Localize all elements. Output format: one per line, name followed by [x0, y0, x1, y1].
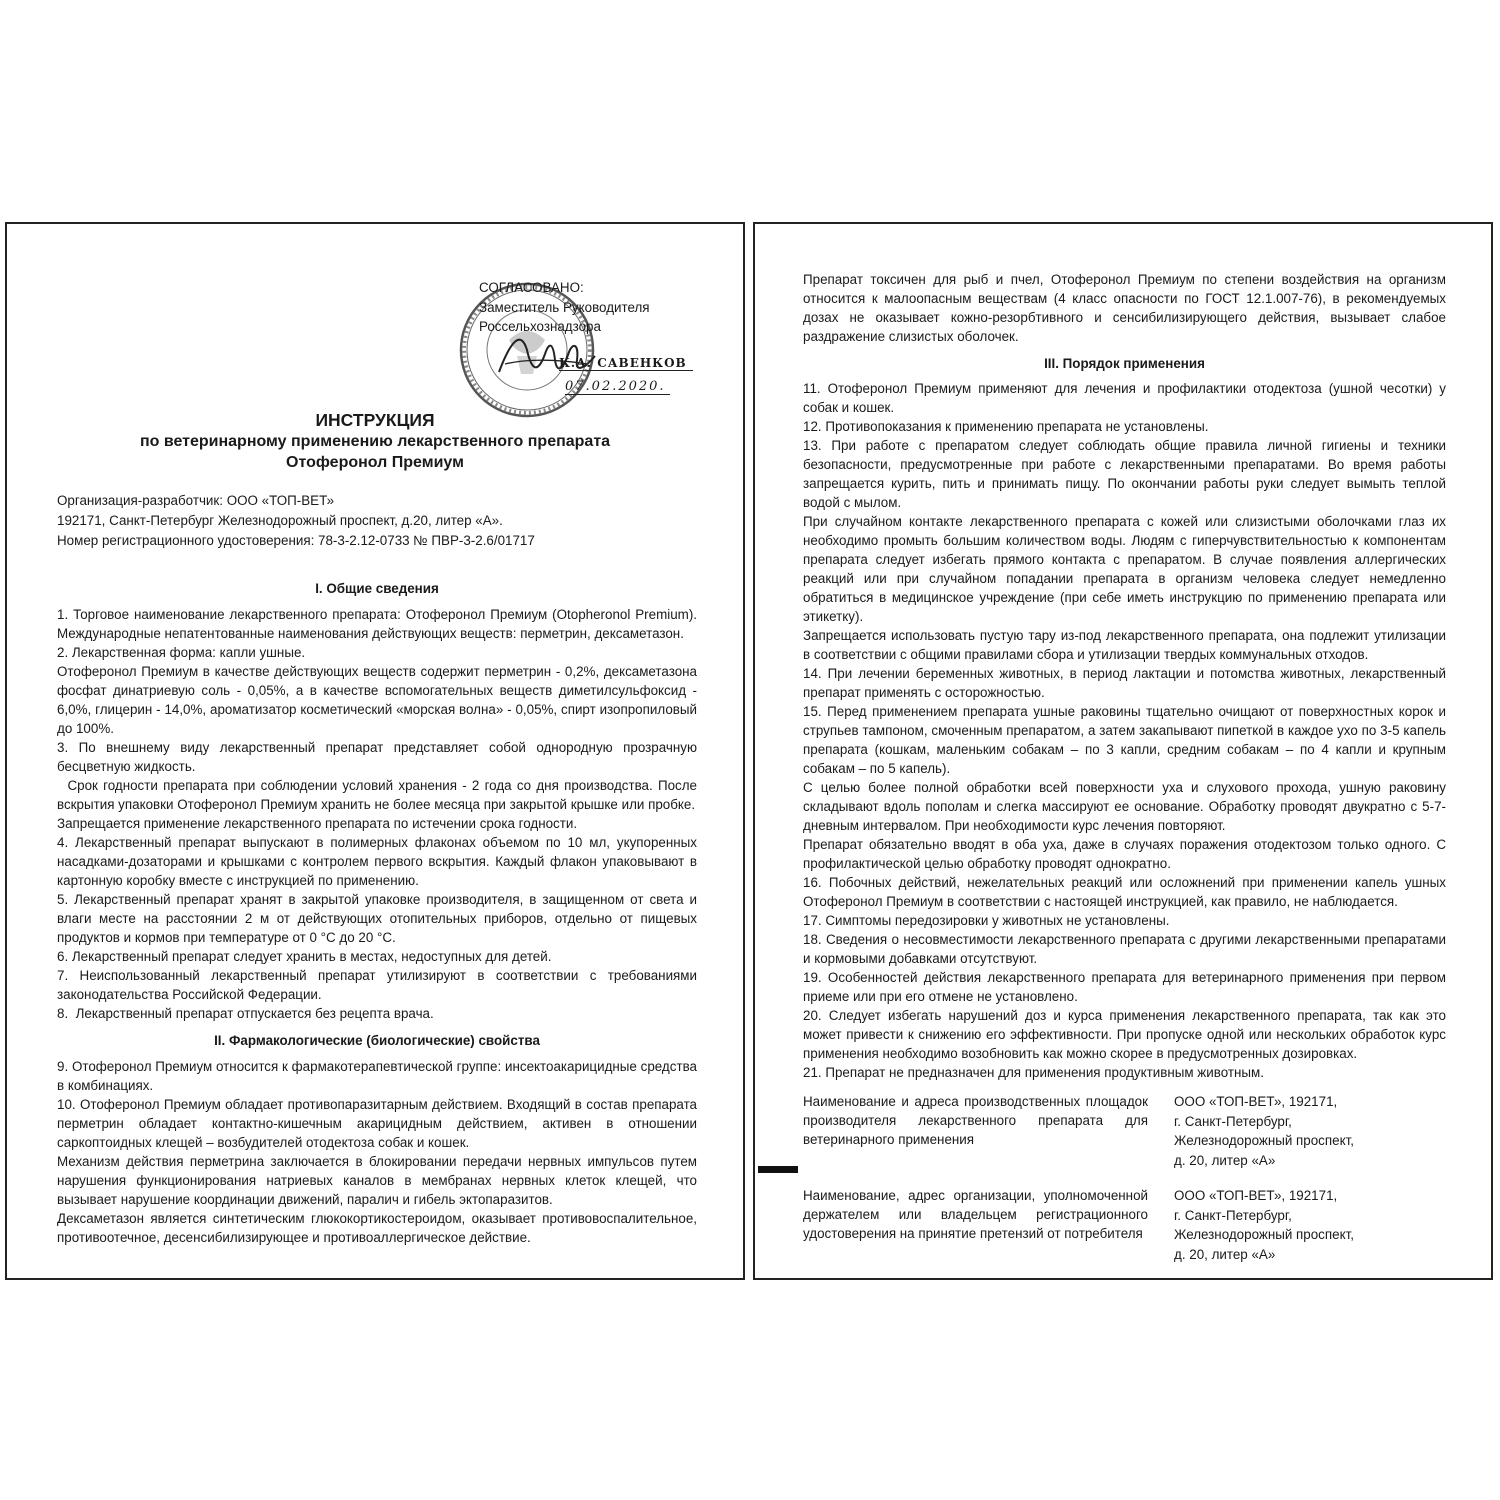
paragraph: Механизм действия перметрина заключается в блокировании передачи нервных импульсов путем нарушения функционирования натриевых каналов в мембранах нервных клеток клещей, что вызывает нарушение координации движений, паралич и гибель эктопаразитов. [57, 1154, 697, 1207]
paragraph: 18. Сведения о несовместимости лекарственного препарата с другими лекарственными препаратами и кормовыми добавками отсутствуют. [803, 932, 1446, 966]
paragraph: 9. Отоферонол Премиум относится к фармакотерапевтической группе: инсектоакарицидные средства в комбинациях. [57, 1059, 697, 1093]
paragraph: При случайном контакте лекарственного препарата с кожей или слизистыми оболочками глаз их необходимо промыть большим количеством воды. Людям с гиперчувствительностью к компонентам препарата следует избегать прямого контакта с препаратом. В случае появления аллергических реакций или при случайном попадании препарата в организм человека следует немедленно обратиться в медицинское учреждение (при себе иметь инструкцию по применению препарата или этикетку). [803, 514, 1446, 624]
approval-text [479, 278, 650, 337]
info-label: Наименование, адрес организации, уполномоченной держателем или владельцем регистрационного удостоверения на принятие претензий от потребителя [803, 1188, 1148, 1241]
info-value [1174, 1186, 1434, 1264]
section-3-title: III. Порядок применения [1044, 356, 1205, 371]
paragraph: 15. Перед применением препарата ушные раковины тщательно очищают от поверхностных корок и струпьев тампоном, смоченным препаратом, а затем закапывают пипеткой в каждое ухо по 3-5 капель препарата (кошкам, маленьким собакам – по 3 капли, средним собакам – по 4 капли и крупным собакам – по 5 капель). [803, 704, 1446, 776]
registration-line: Номер регистрационного удостоверения: 78-3-2.12-0733 № ПВР-3-2.6/01717 [57, 533, 535, 548]
paragraph: 6. Лекарственный препарат следует хранить в местах, недоступных для детей. [57, 949, 552, 964]
paragraph: С целью более полной обработки всей поверхности уха и слухового прохода, ушную раковину складывают вдоль пополам и слегка массируют ее основание. Обработку проводят двукратно с 5-7-дневным интервалом. При необходимости курс лечения повторяют. [803, 780, 1446, 833]
paragraph: 10. Отоферонол Премиум обладает противопаразитарным действием. Входящий в состав препарата перметрин обладает контактно-кишечным акарицидным действием, активен в отношении саркоптоидных клещей – возбудителей отодектоза собак и кошек. [57, 1097, 697, 1150]
paragraph: 7. Неиспользованный лекарственный препарат утилизируют в соответствии с требованиями законодательства Российской Федерации. [57, 968, 697, 1002]
info-value-line: д. 20, литер «А» [1174, 1152, 1276, 1168]
address-line: 192171, Санкт-Петербург Железнодорожный проспект, д.20, литер «А». [57, 513, 503, 528]
approval-line: Россельхознадзора [479, 319, 601, 334]
document-title [7, 409, 743, 473]
signer-name: К.А. САВЕНКОВ [559, 356, 693, 371]
section-2-title: II. Фармакологические (биологические) свойства [214, 1033, 540, 1048]
info-label: Наименование и адреса производственных площадок производителя лекарственного препарата для ветеринарного применения [803, 1094, 1148, 1147]
paragraph: 19. Особенностей действия лекарственного препарата для ветеринарного применения при первом приеме или при его отмене не установлено. [803, 970, 1446, 1004]
paragraph: 4. Лекарственный препарат выпускают в полимерных флаконах объемом по 10 мл, укупоренных насадками-дозаторами и крышками с контролем первого вскрытия. Каждый флакон упаковывают в картонную коробку вместе с инструкцией по применению. [57, 835, 697, 888]
info-value-line: ООО «ТОП-ВЕТ», 192171, [1174, 1094, 1338, 1109]
paragraph: 3. По внешнему виду лекарственный препарат представляет собой однородную прозрачную бесцветную жидкость. [57, 740, 697, 774]
right-page-body [803, 270, 1446, 1280]
paragraph: 17. Симптомы передозировки у животных не установлены. [803, 913, 1170, 928]
info-value-line: г. Санкт-Петербург, [1174, 1113, 1292, 1129]
info-value-line: г. Санкт-Петербург, [1174, 1207, 1292, 1223]
title-line-1: ИНСТРУКЦИЯ [315, 410, 435, 430]
title-line-2: по ветеринарному применению лекарственного препарата [139, 433, 611, 450]
info-value-line: Железнодорожный проспект, [1174, 1227, 1354, 1242]
paragraph: 11. Отоферонол Премиум применяют для лечения и профилактики отодектоза (ушной чесотки) у собак и кошек. [803, 381, 1446, 415]
paragraph: 21. Препарат не предназначен для применения продуктивным животным. [803, 1065, 1264, 1080]
paragraph: Препарат токсичен для рыб и пчел, Отоферонол Премиум по степени воздействия на организм относится к малоопасным веществам (4 класс опасности по ГОСТ 12.1.007-76), в рекомендуемых дозах не оказывает кожно-резорбтивного и сенсибилизирующего действия, вызывает слабое раздражение слизистых оболочек. [803, 272, 1446, 344]
paragraph: 5. Лекарственный препарат хранят в закрытой упаковке производителя, в защищенном от света и влаги месте на расстоянии 2 м от действующих отопительных приборов, отдельно от пищевых продуктов и кормов при температуре от 0 °С до 20 °С. [57, 892, 697, 945]
info-value-line: д. 20, литер «А» [1174, 1246, 1276, 1262]
paragraph: Запрещается использовать пустую тару из-под лекарственного препарата, она подлежит утилизации в соответствии с общими правилами сбора и утилизации твердых коммунальных отходов. [803, 628, 1446, 662]
organization-info [57, 491, 707, 551]
paragraph: Запрещается применение лекарственного препарата по истечении срока годности. [57, 816, 578, 831]
approval-stamp-block [447, 270, 737, 430]
paragraph: Срок годности препарата при соблюдении условий хранения - 2 года со дня производства. После вскрытия упаковки Отоферонол Премиум хранить не более месяца при закрытой крышке или пробке. [57, 778, 697, 812]
info-value-line: Железнодорожный проспект, [1174, 1133, 1354, 1148]
developer-line: Организация-разработчик: ООО «ТОП-ВЕТ» [57, 493, 335, 508]
paragraph: 8. Лекарственный препарат отпускается без рецепта врача. [57, 1006, 434, 1021]
paragraph: Дексаметазон является синтетическим глюкокортикостероидом, оказывает противовоспалительное, противоотечное, десенсибилизирующее и противоаллергическое действие. [57, 1211, 697, 1245]
paragraph: 12. Противопоказания к применению препарата не установлены. [803, 419, 1209, 434]
paragraph: Препарат обязательно вводят в оба уха, даже в случаях поражения отодектозом только одного. С профилактической целью обработку проводят однократно. [803, 837, 1446, 871]
paragraph: 2. Лекарственная форма: капли ушные. [57, 645, 306, 660]
info-value [1174, 1092, 1434, 1170]
instruction-page-left [5, 222, 745, 1280]
approval-date: 07.02.2020. [565, 379, 670, 395]
left-page-body [57, 579, 697, 1247]
approval-line: СОГЛАСОВАНО: [479, 280, 584, 295]
paragraph: 1. Торговое наименование лекарственного препарата: Отоферонол Премиум (Otopheronol Premium). Международные непатентованные наименования действующих веществ: перметрин, дексаметазон. [57, 607, 697, 641]
info-row-producer [803, 1092, 1446, 1170]
paragraph: Отоферонол Премиум в качестве действующих веществ содержит перметрин - 0,2%, дексаметазона фосфат динатриевую соль - 0,05%, а в качестве вспомогательных веществ диметилсульфоксид - 6,0%, глицерин - 14,0%, ароматизатор косметический «морская волна» - 0,05%, спирт изопропиловый до 100%. [57, 664, 697, 736]
instruction-page-right [753, 222, 1493, 1280]
paragraph: 13. При работе с препаратом следует соблюдать общие правила личной гигиены и техники безопасности, предусмотренные при работе с лекарственными препаратами. Во время работы запрещается курить, пить и принимать пищу. По окончании работы руки следует вымыть теплой водой с мылом. [803, 438, 1446, 510]
margin-marker [758, 1166, 798, 1173]
section-1-title: I. Общие сведения [315, 581, 439, 596]
paragraph: 14. При лечении беременных животных, в период лактации и потомства животных, лекарственный препарат применять с осторожностью. [803, 666, 1446, 700]
info-value-line: ООО «ТОП-ВЕТ», 192171, [1174, 1188, 1338, 1203]
info-row-claims [803, 1186, 1446, 1264]
paragraph: 20. Следует избегать нарушений доз и курса применения лекарственного препарата, так как это может привести к снижению его эффективности. При пропуске одной или нескольких обработок курс применения необходимо возобновить как можно скорее в предусмотренных дозировках. [803, 1008, 1446, 1061]
approval-line: Заместитель Руководителя [479, 299, 650, 315]
paragraph: 16. Побочных действий, нежелательных реакций или осложнений при применении капель ушных Отоферонол Премиум в соответствии с настоящей инструкцией, как правило, не наблюдается. [803, 875, 1446, 909]
producer-info-table [803, 1092, 1446, 1264]
title-line-3: Отоферонол Премиум [286, 454, 464, 471]
